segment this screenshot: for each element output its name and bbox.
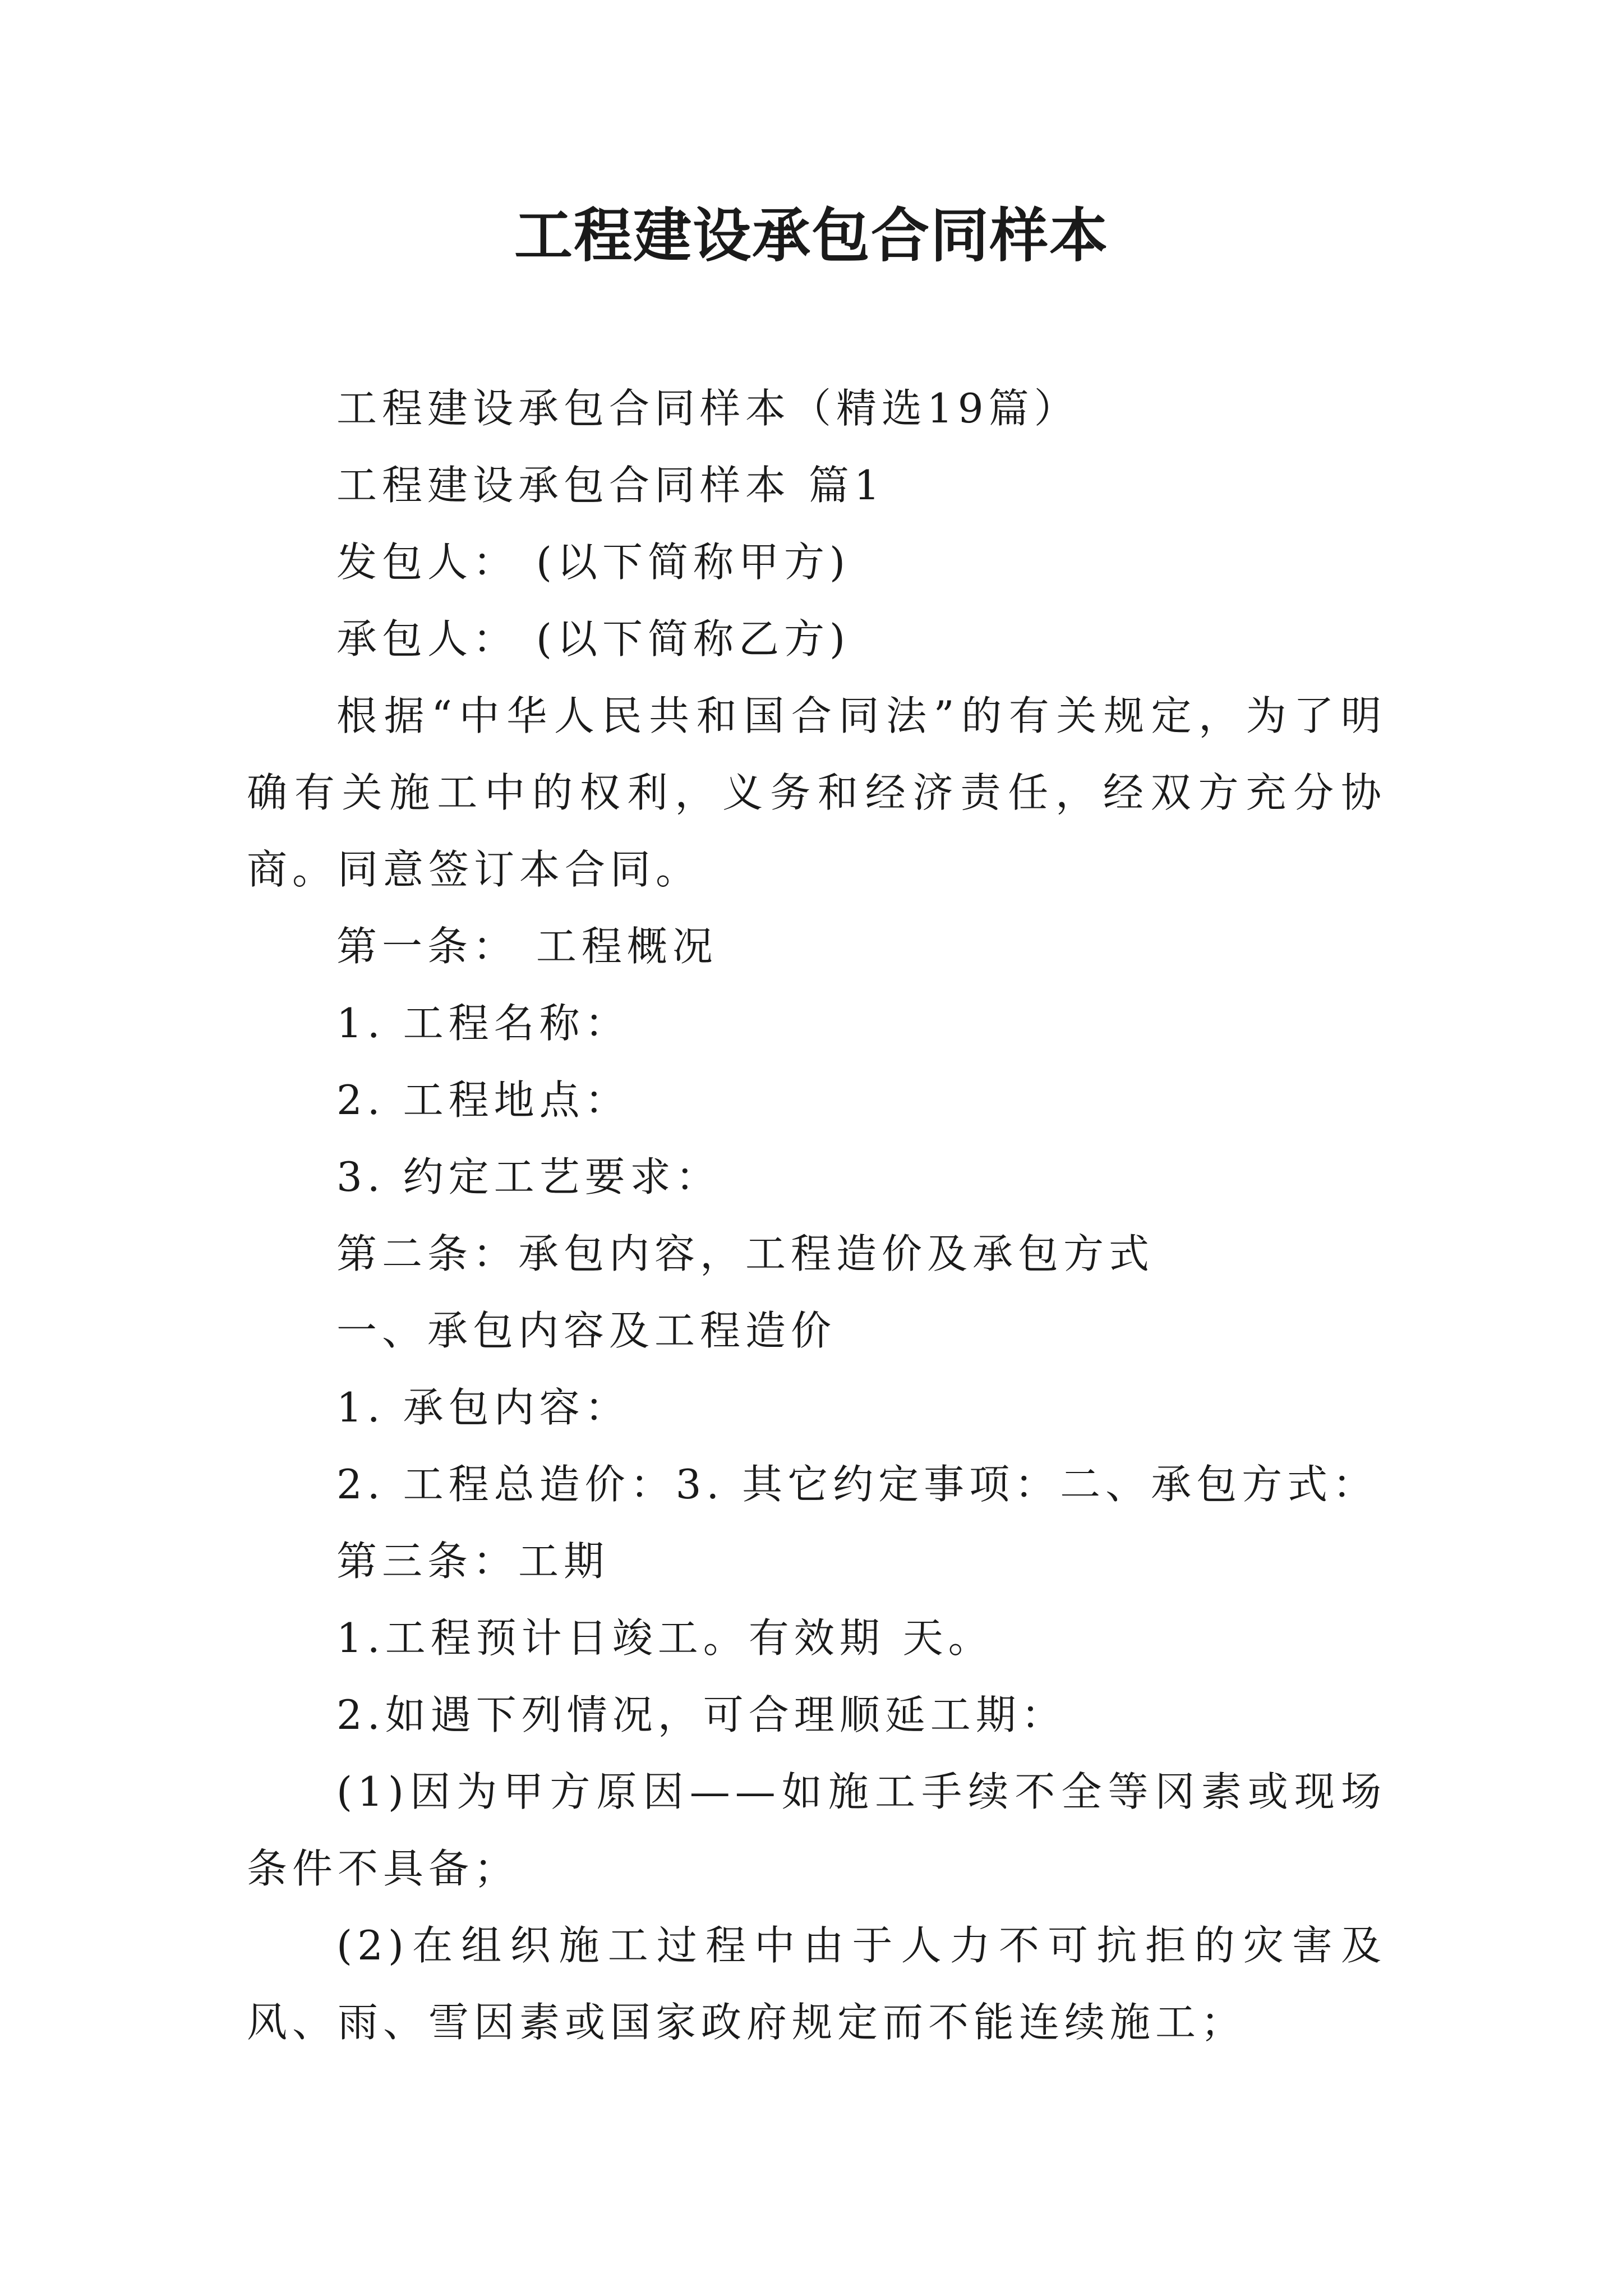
article-1-item-1: 1. 工程名称： xyxy=(336,1000,630,1047)
article-3-item-2: 2.如遇下列情况，可合理顺延工期： xyxy=(336,1691,1067,1738)
article-3-item-1: 1.工程预计日竣工。有效期 天。 xyxy=(336,1614,994,1662)
paragraph-part-heading: 工程建设承包合同样本 篇1 xyxy=(336,462,885,509)
article-1-item-3: 3. 约定工艺要求： xyxy=(336,1153,721,1200)
article-3-subitem-2: (2)在组织施工过程中由于人力不可抗拒的灾害及风、雨、雪因素或国家政府规定而不能连续施工； xyxy=(247,1922,1386,2046)
paragraph-preamble: 根据“中华人民共和国合同法”的有关规定，为了明确有关施工中的权利，义务和经济责任，经双方充分协商。同意签订本合同。 xyxy=(247,692,1386,893)
document-title: 工程建设承包合同样本 xyxy=(514,201,1109,270)
article-1-heading: 第一条： 工程概况 xyxy=(336,923,718,970)
article-3-subitem-1: (1)因为甲方原因——如施工手续不全等冈素或现场条件不具备； xyxy=(247,1768,1386,1892)
article-2-heading: 第二条：承包内容，工程造价及承包方式 xyxy=(336,1230,1155,1277)
article-3-heading: 第三条：工期 xyxy=(336,1538,610,1585)
paragraph-employer: 发包人： (以下简称甲方) xyxy=(336,539,851,586)
document-body xyxy=(247,370,1386,2061)
article-1-item-2: 2. 工程地点： xyxy=(336,1076,630,1124)
article-2-section-1: 一、承包内容及工程造价 xyxy=(336,1307,837,1354)
article-2-item-2: 2. 工程总造价：3. 其它约定事项：二、承包方式： xyxy=(336,1461,1378,1508)
paragraph-subtitle: 工程建设承包合同样本（精选19篇） xyxy=(336,385,1080,432)
article-2-item-1: 1. 承包内容： xyxy=(336,1384,630,1431)
paragraph-contractor: 承包人： (以下简称乙方) xyxy=(336,615,851,662)
